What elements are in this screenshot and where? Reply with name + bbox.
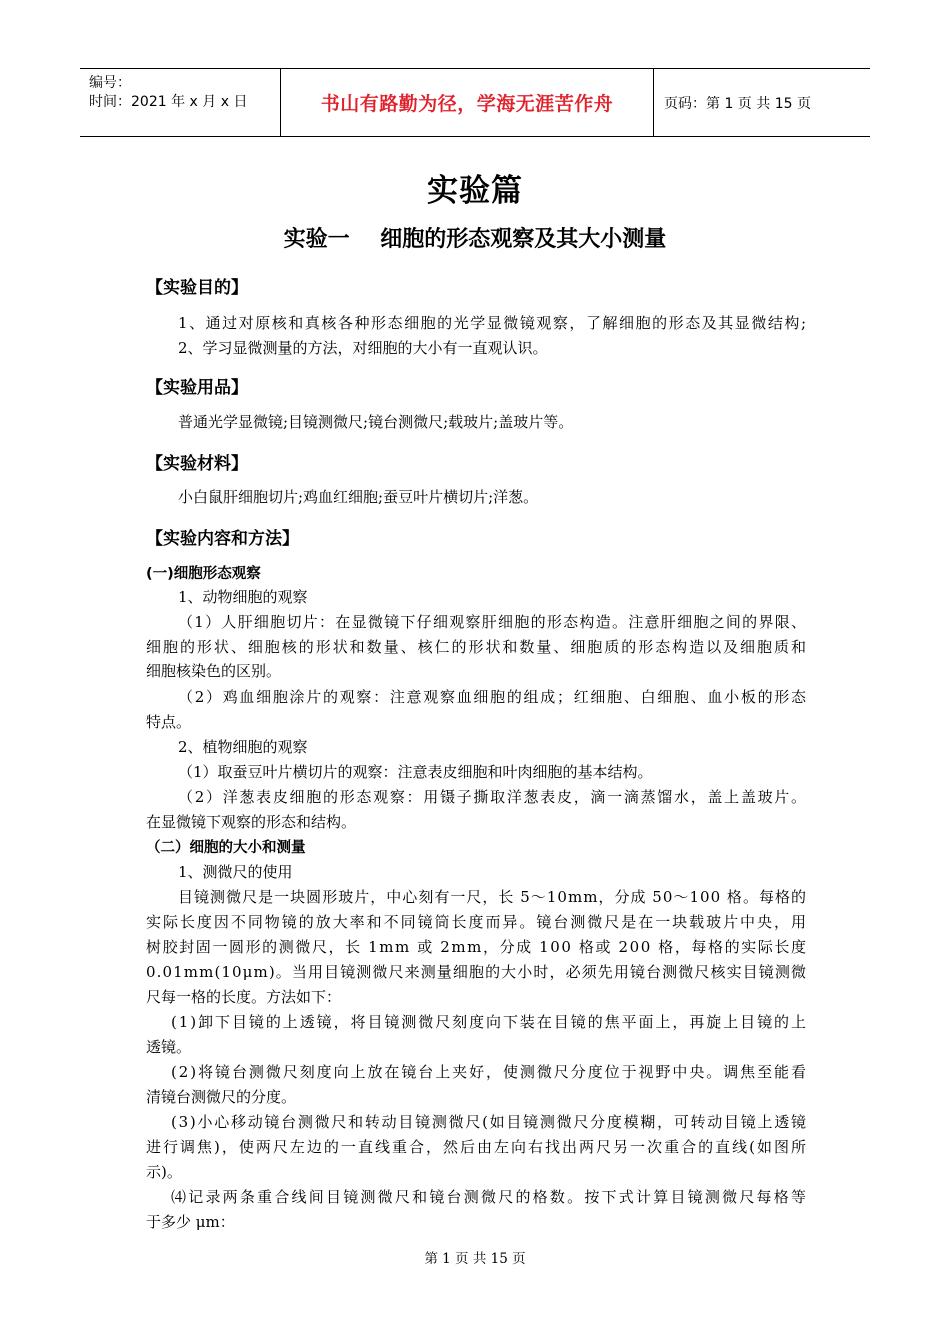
paragraph-line: 透镜。 [146, 1038, 192, 1056]
paragraph-line: 1、动物细胞的观察 [178, 588, 308, 606]
paragraph-line: 细胞核染色的区别。 [146, 662, 282, 680]
paragraph-line: 2、植物细胞的观察 [178, 738, 308, 756]
paragraph-line: （1）人肝细胞切片：在显微镜下仔细观察肝细胞的形态构造。注意肝细胞之间的界限、 [178, 613, 808, 631]
paragraph-line: 目镜测微尺是一块圆形玻片，中心刻有一尺，长 5～10mm，分成 50～100 格。每格的 [178, 888, 808, 906]
paragraph-line: ⑷记录两条重合线间目镜测微尺和镜台测微尺的格数。按下式计算目镜测微尺每格等 [171, 1188, 809, 1206]
paragraph-line: 实际长度因不同物镜的放大率和不同镜筒长度而异。镜台测微尺是在一块载玻片中央，用 [146, 913, 808, 931]
paragraph-line: 小白鼠肝细胞切片;鸡血红细胞;蚕豆叶片横切片;洋葱。 [178, 488, 539, 506]
paragraph-line: 1、测微尺的使用 [178, 863, 293, 881]
paragraph-line: 进行调焦)，使两尺左边的一直线重合，然后由左向右找出两尺另一次重合的直线(如图所 [146, 1138, 808, 1156]
header-motto: 书山有路勤为径，学海无涯苦作舟 [281, 69, 654, 136]
paragraph-line: 示)。 [146, 1163, 182, 1181]
paragraph-line: 0.01mm(10μm)。当用目镜测微尺来测量细胞的大小时，必须先用镜台测微尺核实目镜测微 [146, 963, 808, 981]
time-label: 时间：2021 年 x 月 x 日 [89, 94, 248, 110]
subsection-heading: (一)细胞形态观察 [146, 566, 261, 582]
paragraph-line: (3)小心移动镜台测微尺和转动目镜测微尺(如目镜测微尺分度模糊，可转动目镜上透镜 [171, 1113, 808, 1131]
paragraph-line: （1）取蚕豆叶片横切片的观察：注意表皮细胞和叶肉细胞的基本结构。 [178, 763, 653, 781]
header-meta [80, 69, 281, 136]
paragraph-line: 在显微镜下观察的形态和结构。 [146, 813, 357, 831]
paragraph-line: 尺每一格的长度。方法如下： [146, 988, 342, 1006]
paragraph-line: 2、学习显微测量的方法，对细胞的大小有一直观认识。 [178, 339, 548, 357]
paragraph-line: （2）洋葱表皮细胞的形态观察：用镊子撕取洋葱表皮，滴一滴蒸馏水，盖上盖玻片。 [178, 788, 808, 806]
paragraph-line: 普通光学显微镜;目镜测微尺;镜台测微尺;载玻片;盖玻片等。 [178, 413, 574, 431]
number-label: 编号： [89, 75, 131, 91]
paragraph-line: 特点。 [146, 713, 192, 731]
section-heading: 【实验材料】 [146, 454, 248, 474]
header-table [80, 68, 870, 137]
paragraph-line: 清镜台测微尺的分度。 [146, 1088, 297, 1106]
paragraph-line: （2）鸡血细胞涂片的观察：注意观察血细胞的组成；红细胞、白细胞、血小板的形态 [178, 688, 808, 706]
header-page-info: 页码：第 1 页 共 15 页 [664, 95, 811, 112]
page-footer: 第 1 页 共 15 页 [424, 1251, 526, 1267]
paragraph-line: 树胶封固一圆形的测微尺，长 1mm 或 2mm，分成 100 格或 200 格，每格的实际长度 [146, 938, 808, 956]
section-heading: 【实验内容和方法】 [146, 529, 299, 549]
page-subtitle: 实验一 细胞的形态观察及其大小测量 [283, 227, 667, 252]
section-heading: 【实验目的】 [146, 278, 248, 298]
paragraph-line: 细胞的形状、细胞核的形状和数量、核仁的形状和数量、细胞质的形态构造以及细胞质和 [146, 638, 808, 656]
page-title: 实验篇 [427, 173, 523, 209]
subsection-heading: （二）细胞的大小和测量 [146, 840, 306, 856]
paragraph-line: (1)卸下目镜的上透镜，将目镜测微尺刻度向下装在目镜的焦平面上，再旋上目镜的上 [171, 1013, 808, 1031]
paragraph-line: 1、通过对原核和真核各种形态细胞的光学显微镜观察，了解细胞的形态及其显微结构; [178, 314, 808, 332]
section-heading: 【实验用品】 [146, 378, 248, 398]
paragraph-line: (2)将镜台测微尺刻度向上放在镜台上夹好，使测微尺分度位于视野中央。调焦至能看 [171, 1063, 808, 1081]
paragraph-line: 于多少 μm： [146, 1213, 235, 1231]
